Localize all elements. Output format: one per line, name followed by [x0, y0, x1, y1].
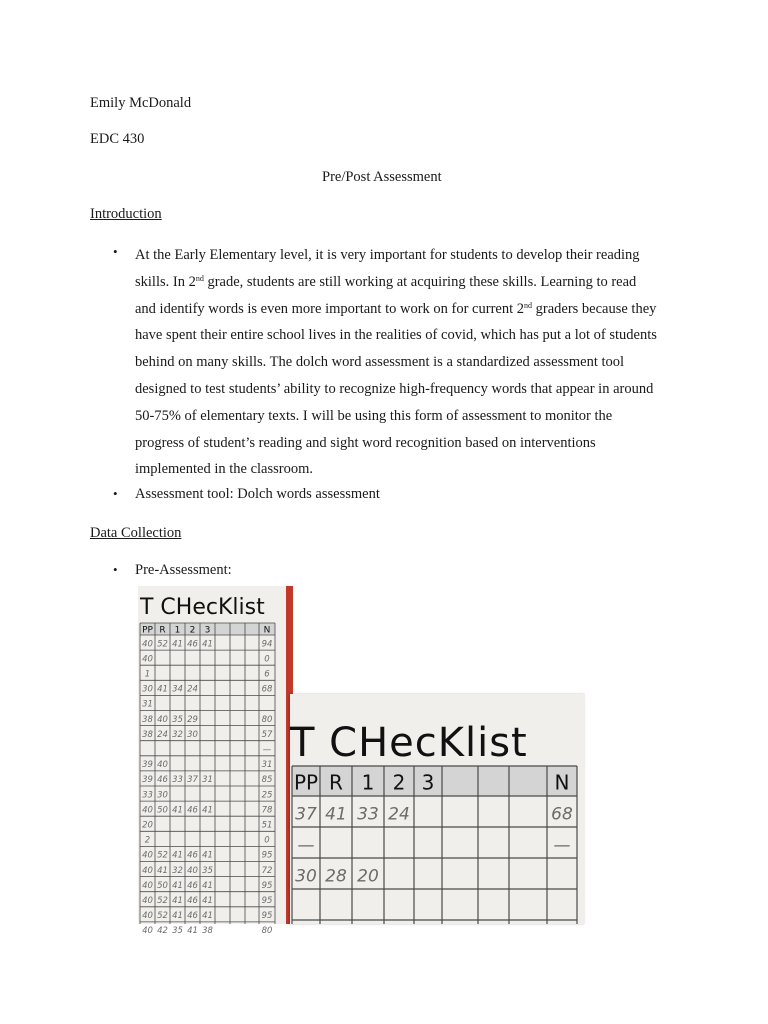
text-line	[135, 376, 695, 403]
handwritten-value: 30	[142, 684, 153, 695]
handwritten-value: 20	[357, 866, 379, 887]
handwritten-value: 46	[187, 805, 198, 816]
handwritten-value: 40	[187, 865, 198, 876]
text-line	[135, 242, 695, 269]
handwritten-value: 41	[172, 805, 183, 816]
handwritten-value: 52	[157, 896, 168, 907]
handwritten-value: 0	[264, 654, 270, 665]
handwritten-value: 41	[202, 880, 213, 891]
header-label: PP	[293, 770, 319, 795]
handwritten-value: 46	[187, 639, 198, 650]
handwritten-value: 40	[142, 654, 153, 665]
handwritten-value: 40	[157, 760, 168, 771]
handwritten-value: 32	[172, 729, 183, 740]
handwritten-value: 28	[325, 866, 347, 887]
text-span: behind on many skills. The dolch word assessment is a standardized assessment tool	[135, 354, 625, 371]
handwritten-value: 38	[142, 729, 153, 740]
header-label: R	[329, 770, 343, 795]
handwritten-value: 29	[187, 714, 198, 725]
handwritten-value: 25	[261, 790, 273, 801]
handwritten-value: 20	[142, 820, 153, 831]
handwritten-value: —	[297, 835, 315, 856]
handwritten-value: 38	[142, 714, 153, 725]
handwritten-value: 41	[202, 911, 213, 922]
handwritten-value: 31	[142, 699, 153, 710]
handwritten-value: 0	[264, 835, 270, 846]
text-span: graders because they	[532, 300, 657, 317]
handwritten-value: 78	[261, 805, 273, 816]
header-label: N	[263, 625, 271, 636]
author-name: Emily McDonald	[90, 95, 192, 111]
handwritten-value: 38	[202, 926, 213, 937]
handwritten-value: 6	[264, 669, 270, 680]
handwritten-value: 37	[187, 775, 198, 786]
header-label: 2	[392, 770, 406, 795]
handwritten-value: 31	[261, 760, 273, 771]
text-span: designed to test students’ ability to recognize high-frequency words that appear in around	[135, 380, 654, 397]
handwritten-value: 39	[142, 760, 153, 771]
handwritten-value: 41	[325, 804, 347, 825]
handwritten-value: 57	[261, 729, 273, 740]
handwritten-value: 24	[157, 729, 168, 740]
checklist-photo-left-image	[138, 586, 293, 937]
handwritten-value: 30	[187, 729, 198, 740]
checklist-photo-right-image	[290, 694, 585, 924]
handwritten-value: 40	[142, 926, 153, 937]
header-label: 3	[421, 770, 435, 795]
handwritten-value: 95	[261, 896, 273, 907]
handwritten-value: 80	[261, 714, 273, 725]
bullet-dot: •	[113, 486, 118, 501]
text-line	[135, 456, 695, 483]
assessment-tool-text: Assessment tool: Dolch words assessment	[135, 486, 380, 502]
text-span: and identify words is even more important to work on for current 2	[135, 300, 524, 317]
handwritten-value: 41	[202, 850, 213, 861]
section-heading-introduction: Introduction	[90, 206, 162, 222]
header-label: 1	[361, 770, 375, 795]
handwritten-value: 68	[551, 804, 573, 825]
handwritten-value: 40	[142, 880, 153, 891]
handwritten-value: 35	[172, 714, 183, 725]
handwritten-value: 37	[295, 804, 317, 825]
handwritten-value: 40	[142, 639, 153, 650]
document-title: Pre/Post Assessment	[322, 169, 442, 185]
handwritten-value: 30	[157, 790, 168, 801]
header-label: 2	[189, 625, 196, 636]
handwritten-value: 95	[261, 911, 273, 922]
handwritten-value: 46	[187, 896, 198, 907]
handwritten-value: 35	[202, 865, 213, 876]
handwritten-value: 41	[157, 865, 168, 876]
handwritten-value: 46	[157, 775, 168, 786]
header-label: N	[554, 770, 570, 795]
handwritten-value: 39	[142, 775, 153, 786]
handwritten-value: 46	[187, 880, 198, 891]
checklist-photo-left	[138, 586, 293, 937]
handwritten-value: —	[553, 835, 571, 856]
handwritten-value: —	[262, 745, 272, 756]
course-code: EDC 430	[90, 131, 145, 147]
checklist-photo-right	[290, 694, 585, 924]
handwritten-value: 68	[261, 684, 273, 695]
introduction-paragraph	[135, 242, 695, 483]
bullet-dot: •	[113, 244, 118, 259]
header-label: R	[159, 625, 166, 636]
handwritten-value: 40	[142, 850, 153, 861]
text-span: skills. In 2	[135, 273, 196, 290]
handwritten-value: 35	[172, 926, 183, 937]
handwritten-value: 51	[261, 820, 273, 831]
handwritten-value: 41	[172, 880, 183, 891]
text-span: 50-75% of elementary texts. I will be using this form of assessment to monitor the	[135, 407, 613, 424]
text-line	[135, 296, 695, 323]
handwritten-value: 52	[157, 911, 168, 922]
pre-assessment-label: Pre-Assessment:	[135, 562, 232, 578]
text-line	[135, 403, 695, 430]
header-label: 1	[174, 625, 181, 636]
handwritten-value: 41	[172, 850, 183, 861]
handwritten-value: 95	[261, 880, 273, 891]
handwritten-value: 85	[261, 775, 273, 786]
handwritten-value: 33	[142, 790, 153, 801]
handwritten-value: 52	[157, 850, 168, 861]
handwritten-value: 94	[261, 639, 273, 650]
handwritten-value: 33	[172, 775, 183, 786]
handwritten-value: 40	[142, 805, 153, 816]
text-span: have spent their entire school lives in the realities of covid, which has put a lot of students	[135, 327, 657, 344]
handwritten-value: 52	[157, 639, 168, 650]
handwritten-value: 41	[157, 684, 168, 695]
handwritten-value: 80	[261, 926, 273, 937]
text-span: progress of student’s reading and sight word recognition based on interventions	[135, 434, 596, 451]
handwritten-value: 95	[261, 850, 273, 861]
checklist-title: T CHecKlist	[290, 720, 528, 766]
handwritten-value: 50	[157, 805, 168, 816]
text-span: grade, students are still working at acquiring these skills. Learning to read	[203, 273, 637, 290]
handwritten-value: 41	[172, 639, 183, 650]
text-line	[135, 349, 695, 376]
handwritten-value: 72	[261, 865, 273, 876]
checklist-title: T CHecKlist	[140, 595, 265, 620]
text-line	[135, 430, 695, 457]
handwritten-value: 40	[157, 714, 168, 725]
handwritten-value: 40	[142, 911, 153, 922]
text-span: implemented in the classroom.	[135, 461, 313, 478]
handwritten-value: 1	[144, 669, 151, 680]
text-span: At the Early Elementary level, it is very important for students to develop their reading	[135, 247, 640, 263]
handwritten-value: 41	[202, 639, 213, 650]
handwritten-value: 50	[157, 880, 168, 891]
handwritten-value: 2	[144, 835, 151, 846]
handwritten-value: 46	[187, 911, 198, 922]
handwritten-value: 24	[187, 684, 198, 695]
text-line	[135, 322, 695, 349]
ordinal-suffix: nd	[524, 300, 532, 310]
ordinal-suffix: nd	[195, 273, 204, 283]
handwritten-value: 33	[357, 804, 379, 825]
header-label: PP	[142, 625, 153, 636]
text-line	[135, 269, 695, 296]
handwritten-value: 41	[172, 911, 183, 922]
handwritten-value: 40	[142, 865, 153, 876]
handwritten-value: 31	[202, 775, 213, 786]
section-heading-data-collection: Data Collection	[90, 525, 182, 541]
handwritten-value: 24	[388, 804, 410, 825]
handwritten-value: 46	[187, 850, 198, 861]
handwritten-value: 41	[172, 896, 183, 907]
handwritten-value: 30	[295, 866, 317, 887]
handwritten-value: 41	[202, 896, 213, 907]
handwritten-value: 34	[172, 684, 183, 695]
handwritten-value: 42	[157, 926, 168, 937]
handwritten-value: 41	[202, 805, 213, 816]
bullet-dot: •	[113, 562, 118, 577]
handwritten-value: 40	[142, 896, 153, 907]
handwritten-value: 32	[172, 865, 183, 876]
handwritten-value: 41	[187, 926, 198, 937]
header-label: 3	[204, 625, 211, 636]
